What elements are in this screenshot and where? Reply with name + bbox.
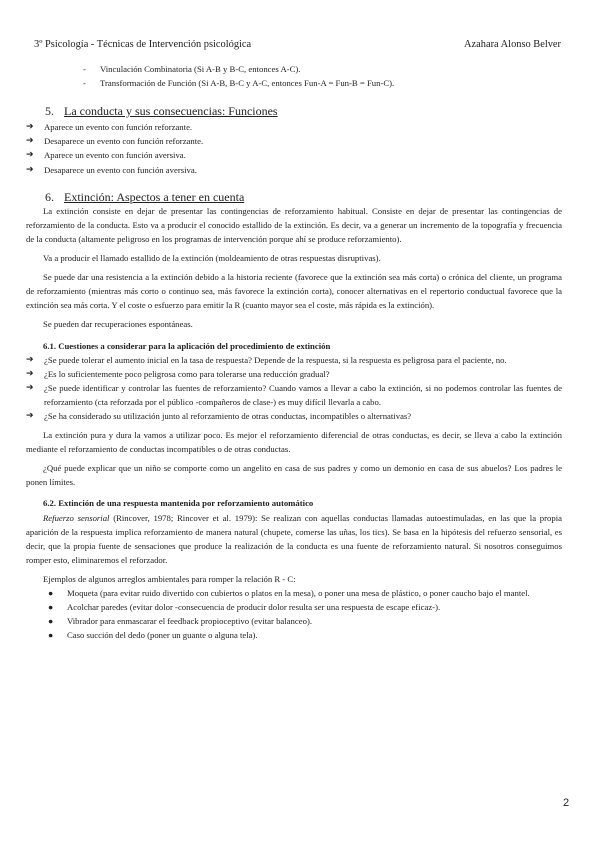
section-title: La conducta y sus consecuencias: Funciones — [64, 104, 278, 119]
list-item-text: Moqueta (para evitar ruido divertido con cubiertos o platos en la mesa), o poner una mesa de plástico, o poner caucho bajo el mantel. — [67, 588, 530, 598]
section-number: 6. — [45, 189, 54, 204]
subsection-6-1-list — [26, 353, 562, 423]
section-title: Extinción: Aspectos a tener en cuenta — [64, 189, 245, 204]
arrow-icon: ➔ — [26, 368, 34, 379]
paragraph — [26, 511, 562, 567]
list-item-text: Caso succión del dedo (poner un guante o alguna tela). — [67, 630, 258, 641]
bullet-icon: ● — [48, 616, 54, 627]
list-item-text: Desaparece un evento con función reforzante. — [44, 136, 204, 147]
list-item — [26, 120, 562, 134]
list-item — [26, 367, 562, 381]
list-item-text: ¿Se puede identificar y controlar las fuentes de reforzamiento? Cuando vamos a llevar a cabo la extinción, si no podemos controlar las fuentes de reforzamiento (cta reforzada por el público -compañeros de clase-) es muy difícil llevarla a cabo. — [44, 382, 562, 407]
list-item — [26, 148, 562, 162]
list-item — [26, 134, 562, 148]
arrow-icon: ➔ — [26, 410, 34, 421]
subsection-6-2-heading: 6.2. Extinción de una respuesta mantenida por reforzamiento automático — [43, 498, 314, 509]
section-6-heading — [26, 190, 562, 204]
page-number: 2 — [563, 797, 570, 809]
bullet-icon: ● — [48, 602, 54, 613]
list-item — [26, 628, 562, 642]
list-item — [26, 62, 562, 76]
list-item — [26, 586, 562, 600]
section-5-heading — [26, 104, 562, 118]
bullet-icon: ● — [48, 588, 54, 598]
list-item-text: Acolchar paredes (evitar dolor -consecuencia de producir dolor resulta ser una respuesta de escape eficaz-). — [67, 602, 441, 613]
paragraph: ¿Qué puede explicar que un niño se comporte como un angelito en casa de sus padres y como un demonio en casa de sus abuelos? Los padres le ponen límites. — [26, 463, 562, 488]
list-item-text: Aparece un evento con función aversiva. — [44, 150, 186, 161]
list-item-text: ¿Se puede tolerar el aumento inicial en la tasa de respuesta? Depende de la respuesta, si la respuesta es peligrosa para el paciente, no. — [44, 354, 507, 365]
list-item-text: Vibrador para enmascarar el feedback propioceptivo (evitar balanceo). — [67, 616, 313, 627]
arrow-icon: ➔ — [26, 354, 34, 365]
list-item — [26, 409, 562, 423]
paragraph-text: (Rincover, 1978; Rincover et al. 1979): Se realizan con aquellas conductas llamadas autoestimuladas, en las que la propia aparición de la respuesta implica reforzamiento de manera natural (chupete, comerse las uñas, los tics). Se basa en la hipótesis del refuerzo sensorial, es decir, que la propia fuente de sensaciones que produce la realización de la conducta es una fuente de reforzamiento natural. Si nosotros conseguimos romper esto, eliminaremos el reforzador. — [26, 512, 562, 565]
examples-list — [26, 586, 562, 642]
list-item-text: ¿Se ha considerado su utilización junto al reforzamiento de otras conductas, incompatibles o alternativas? — [44, 410, 412, 421]
paragraph: Se pueden dar recuperaciones espontáneas. — [43, 319, 193, 330]
arrow-icon: ➔ — [26, 164, 34, 175]
dash-marker: - — [83, 64, 86, 74]
subsection-6-1-heading: 6.1. Cuestiones a considerar para la aplicación del procedimiento de extinción — [43, 340, 331, 351]
list-item-text: ¿Es lo suficientemente poco peligrosa como para tolerarse una reducción gradual? — [44, 368, 330, 379]
section-5-list — [26, 120, 562, 176]
list-item — [26, 163, 562, 177]
list-item — [26, 614, 562, 628]
paragraph: Se puede dar una resistencia a la extinción debido a la historia reciente (favorece que la extinción sea más corta) o crónica del cliente, un programa de reforzamiento (mientras más corto o continuo sea, más favorece la extinción corta), conocer alternativas en el repertorio conductual favorece que la extinción sea más corta. Y el coste o esfuerzo para emitir la R (cuanto mayor sea el coste, más rápida es la extinción). — [26, 272, 562, 311]
list-item — [26, 600, 562, 614]
list-item — [26, 76, 562, 90]
paragraph: La extinción consiste en dejar de presentar las contingencias de reforzamiento habitual. Consiste en dejar de presentar las contingencias de reforzamiento de la conducta. Esto va a producir el conocido estallido de la extinción. Es decir, va a generar un incremento de la topografía y frecuencia de la conducta (altamente peligroso en los programas de intervención porque ahí se produce reforzamiento). — [26, 205, 562, 244]
dash-marker: - — [83, 78, 86, 89]
term-italic: Refuerzo sensorial — [43, 512, 110, 523]
arrow-icon: ➔ — [26, 382, 34, 393]
paragraph: La extinción pura y dura la vamos a utilizar poco. Es mejor el reforzamiento diferencial de otras conductas, es decir, se lleva a cabo la extinción mediante el reforzamiento de conductas incompatibles o de otras conductas. — [26, 430, 562, 455]
header-course: 3º Psicología - Técnicas de Intervención psicológica — [34, 39, 252, 50]
header-author: Azahara Alonso Belver — [464, 39, 561, 50]
paragraph: Va a producir el llamado estallido de la extinción (moldeamiento de otras respuestas disruptivas). — [43, 253, 381, 264]
page-content — [26, 62, 562, 642]
arrow-icon: ➔ — [26, 150, 34, 161]
section-number: 5. — [45, 104, 54, 119]
list-item-text: Aparece un evento con función reforzante. — [44, 122, 193, 133]
list-item — [26, 381, 562, 409]
list-item — [26, 353, 562, 367]
paragraph: Ejemplos de algunos arreglos ambientales para romper la relación R - C: — [43, 573, 296, 584]
arrow-icon: ➔ — [26, 122, 34, 133]
arrow-icon: ➔ — [26, 136, 34, 147]
list-item-text: Desaparece un evento con función aversiva. — [44, 164, 197, 175]
list-item-text: Transformación de Función (Si A-B, B-C y A-C, entonces Fun-A = Fun-B = Fun-C). — [100, 78, 395, 89]
bullet-icon: ● — [48, 630, 54, 641]
list-item-text: Vinculación Combinatoria (Si A-B y B-C, entonces A-C). — [100, 64, 301, 74]
